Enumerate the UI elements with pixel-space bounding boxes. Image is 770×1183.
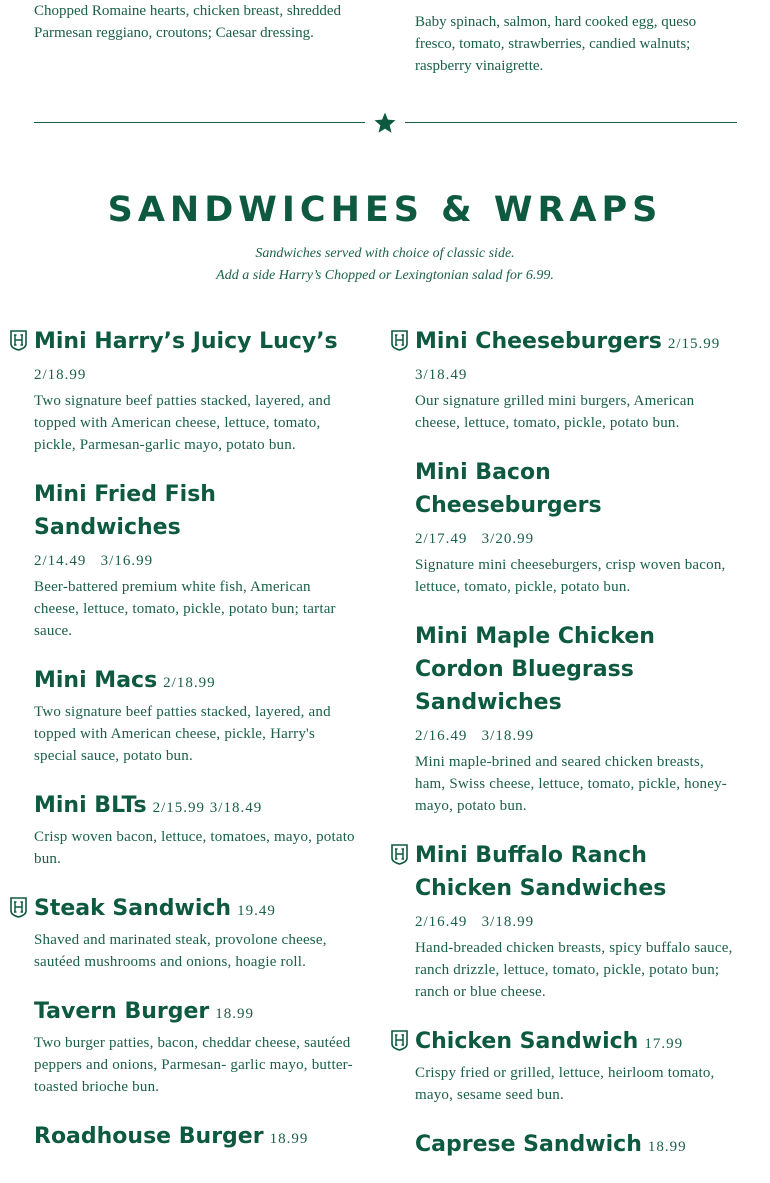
menu-item-description: Beer-battered premium white fish, American cheese, lettuce, tomato, pickle, potato bun; tartar sauce. <box>34 579 336 639</box>
menu-item-description: Our signature grilled mini burgers, American cheese, lettuce, tomato, pickle, potato bun. <box>415 393 695 431</box>
menu-item-name: Mini Maple Chicken Cordon Bluegrass Sandwiches <box>415 624 655 715</box>
menu-item-description: Shaved and marinated steak, provolone cheese, sautéed mushrooms and onions, hoagie roll. <box>34 932 327 970</box>
menu-item-description: Two signature beef patties stacked, layered, and topped with American cheese, pickle, Harry's special sauce, potato bun. <box>34 704 331 764</box>
menu-item-price: 2/15.99 <box>667 336 721 352</box>
menu-item-header <box>34 892 359 925</box>
menu-item-header <box>34 664 359 697</box>
menu-item-name: Mini Buffalo Ranch Chicken Sandwiches <box>415 843 667 901</box>
menu-item <box>415 456 737 598</box>
menu-item <box>34 478 359 642</box>
menu-item-price: 18.99 <box>647 1139 687 1155</box>
menu-item-price-line: 2/18.99 <box>34 367 87 383</box>
harrys-h-badge-icon <box>391 844 408 865</box>
menu-item-name: Mini Harry’s Juicy Lucy’s <box>34 329 338 354</box>
menu-item <box>415 325 737 434</box>
top-left-remnant <box>34 0 364 44</box>
divider-line-left <box>34 122 365 123</box>
menu-item <box>34 892 359 973</box>
menu-item-header <box>415 325 737 358</box>
menu-item-description: Crispy fried or grilled, lettuce, heirloom tomato, mayo, sesame seed bun. <box>415 1065 715 1103</box>
star-icon <box>373 111 397 135</box>
menu-item-header <box>34 995 359 1028</box>
menu-item-header <box>34 478 359 544</box>
menu-item <box>415 1128 737 1161</box>
menu-item-description: Mini maple-brined and seared chicken breasts, ham, Swiss cheese, lettuce, tomato, pickle, honey-mayo, potato bun. <box>415 754 727 814</box>
menu-item <box>415 839 737 1003</box>
menu-item-header <box>34 325 359 358</box>
menu-item-name: Mini Bacon Cheeseburgers <box>415 460 602 518</box>
menu-item <box>34 664 359 767</box>
menu-item-price: 17.99 <box>644 1036 684 1052</box>
divider-line-right <box>405 122 737 123</box>
menu-item-price-line: 3/18.49 <box>415 367 468 383</box>
section-subtitle <box>0 243 770 287</box>
menu-item <box>415 1025 737 1106</box>
menu-item-price-line: 2/14.49 3/16.99 <box>34 553 154 569</box>
menu-item-price-line: 2/16.49 3/18.99 <box>415 914 535 930</box>
menu-item-description: Hand-breaded chicken breasts, spicy buffalo sauce, ranch drizzle, lettuce, tomato, pickle, potato bun; ranch or blue cheese. <box>415 940 733 1000</box>
menu-item-price: 18.99 <box>269 1131 309 1147</box>
menu-item-header <box>34 1120 359 1153</box>
menu-item-name: Mini BLTs <box>34 793 147 818</box>
subtitle-line-1: Sandwiches served with choice of classic side. <box>255 246 515 261</box>
harrys-h-badge-icon <box>10 330 27 351</box>
menu-item-description: Crisp woven bacon, lettuce, tomatoes, mayo, potato bun. <box>34 829 355 867</box>
menu-item-name: Tavern Burger <box>34 999 210 1024</box>
menu-item-name: Steak Sandwich <box>34 896 232 921</box>
menu-item-header <box>34 789 359 822</box>
section-divider <box>34 113 737 133</box>
menu-item-name: Mini Macs <box>34 668 158 693</box>
menu-item-description: Two burger patties, bacon, cheddar cheese, sautéed peppers and onions, Parmesan- garlic mayo, butter-toasted brioche bun. <box>34 1035 353 1095</box>
menu-item-header <box>415 456 737 522</box>
menu-item-header <box>415 1128 737 1161</box>
menu-item <box>34 1120 359 1153</box>
harrys-h-badge-icon <box>391 1030 408 1051</box>
subtitle-line-2: Add a side Harry’s Chopped or Lexingtonian salad for 6.99. <box>216 268 554 283</box>
section-title: SANDWICHES & WRAPS <box>107 190 663 230</box>
menu-item-name: Roadhouse Burger <box>34 1124 264 1149</box>
menu-item-name: Chicken Sandwich <box>415 1029 639 1054</box>
menu-item-header <box>415 620 737 719</box>
menu-item-name: Mini Cheeseburgers <box>415 329 662 354</box>
menu-item <box>415 620 737 817</box>
menu-column-left <box>34 325 359 1175</box>
menu-item-price: 2/18.99 <box>163 675 216 691</box>
menu-item <box>34 995 359 1098</box>
harrys-h-badge-icon <box>391 330 408 351</box>
menu-item-name: Caprese Sandwich <box>415 1132 642 1157</box>
menu-item-name: Mini Fried Fish Sandwiches <box>34 482 216 540</box>
menu-item-header <box>415 1025 737 1058</box>
menu-item <box>34 789 359 870</box>
menu-item-price: 2/15.99 3/18.49 <box>152 800 263 816</box>
menu-item-price: 18.99 <box>215 1006 254 1022</box>
harrys-h-badge-icon <box>10 897 27 918</box>
menu-item-price-line: 2/17.49 3/20.99 <box>415 531 535 547</box>
spinach-salad-description: Baby spinach, salmon, hard cooked egg, queso fresco, tomato, strawberries, candied walnuts; raspberry vinaigrette. <box>415 14 697 74</box>
menu-item-price: 19.49 <box>237 903 276 919</box>
menu-item-description: Two signature beef patties stacked, layered, and topped with American cheese, lettuce, tomato, pickle, Parmesan-garlic mayo, potato bun. <box>34 393 331 453</box>
menu-column-right <box>415 325 737 1183</box>
menu-item <box>34 325 359 456</box>
menu-item-price-line: 2/16.49 3/18.99 <box>415 728 535 744</box>
caesar-salad-description: Chopped Romaine hearts, chicken breast, shredded Parmesan reggiano, croutons; Caesar dressing. <box>34 3 341 41</box>
top-right-remnant <box>415 0 735 77</box>
menu-item-description: Signature mini cheeseburgers, crisp woven bacon, lettuce, tomato, pickle, potato bun. <box>415 557 726 595</box>
menu-item-header <box>415 839 737 905</box>
